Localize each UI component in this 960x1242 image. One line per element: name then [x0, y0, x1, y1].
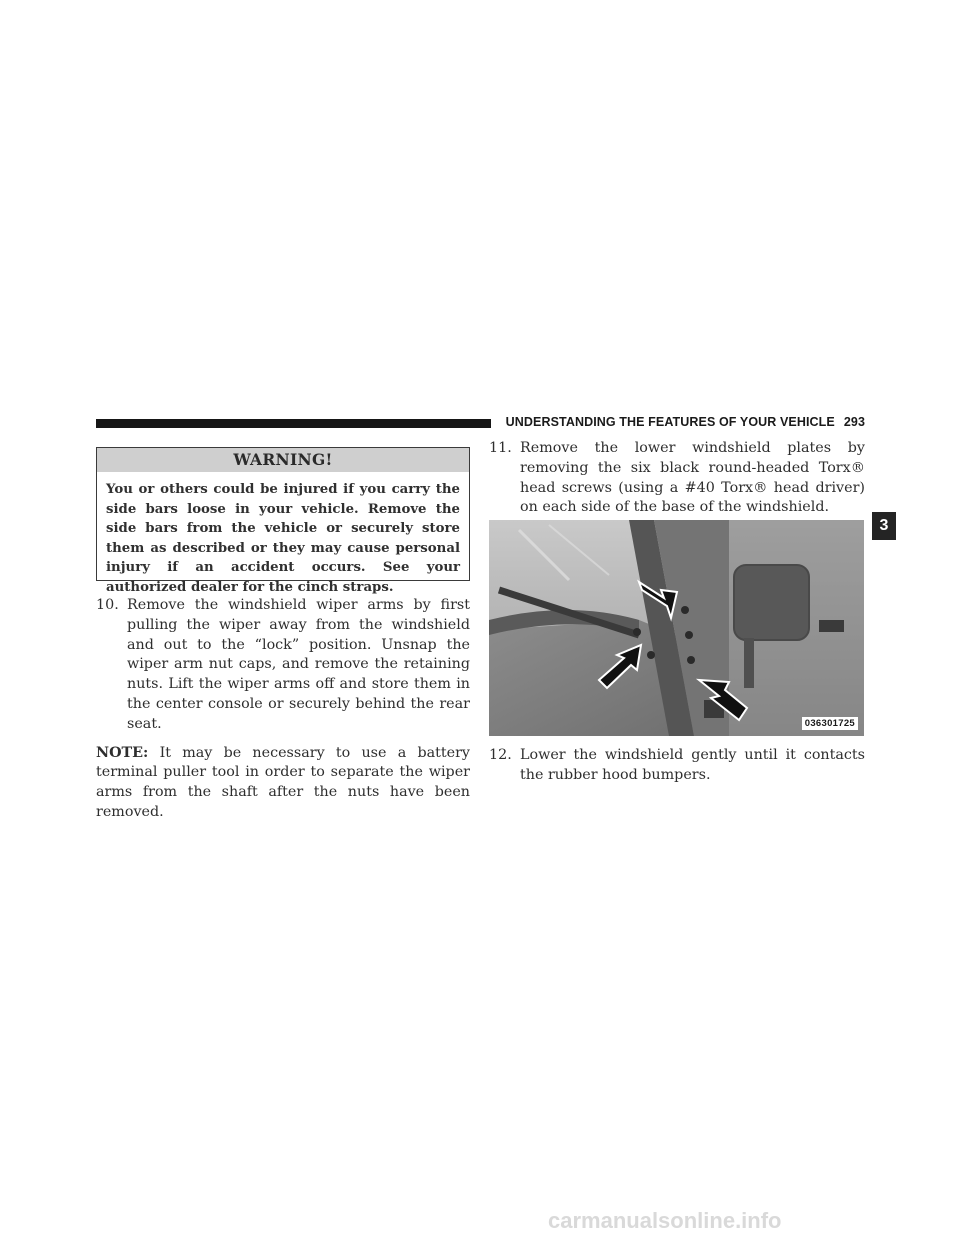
- step-10: [96, 596, 470, 735]
- note-label: NOTE:: [96, 744, 149, 761]
- screw: [685, 631, 693, 639]
- step-11: [489, 439, 865, 518]
- step-text: Remove the lower windshield plates by removing the six black round-headed Torx® head screws (using a #40 Torx® head driver) on each side of the base of the windshield.: [520, 440, 865, 516]
- watermark: carmanualsonline.info: [548, 1208, 782, 1233]
- screw: [681, 606, 689, 614]
- right-column: [489, 439, 865, 518]
- note-text: It may be necessary to use a battery terminal puller tool in order to separate the wiper arms from the shaft after the nuts have been removed.: [96, 744, 470, 820]
- step-text: Lower the windshield gently until it contacts the rubber hood bumpers.: [520, 747, 865, 783]
- warning-heading: WARNING!: [97, 448, 469, 472]
- warning-box: [96, 447, 470, 595]
- step-12: [489, 746, 865, 786]
- chapter-tab: 3: [872, 512, 896, 540]
- warning-text: You or others could be injured if you carry the side bars loose in your vehicle. Remove the side bars from the vehicle or securely store them as described or they may cause personal injury if an accident occurs. See your authorized dealer for the cinch straps.: [106, 482, 460, 595]
- screw: [687, 656, 695, 664]
- note: [96, 744, 470, 823]
- door-hinge: [819, 620, 844, 632]
- header-rule: [96, 419, 491, 428]
- step-number: 10.: [96, 597, 119, 613]
- windshield-photo: [489, 520, 864, 736]
- step-number: 11.: [489, 440, 512, 456]
- running-header: [498, 415, 865, 429]
- screw: [647, 651, 655, 659]
- screw: [633, 628, 641, 636]
- step-text: Remove the windshield wiper arms by first pulling the wiper away from the windshield and out to the “lock” position. Unsnap the wiper arm nut caps, and remove the retaining nuts. Lift the wiper arms off and store them in the center console or securely behind the rear seat.: [127, 597, 470, 732]
- figure-id: 036301725: [802, 717, 858, 730]
- windshield-illustration: [489, 520, 864, 736]
- step-12-container: [489, 746, 865, 786]
- left-column: [96, 596, 470, 823]
- page-number: 293: [843, 415, 865, 429]
- step-number: 12.: [489, 747, 512, 763]
- section-title: UNDERSTANDING THE FEATURES OF YOUR VEHICLE: [505, 415, 835, 429]
